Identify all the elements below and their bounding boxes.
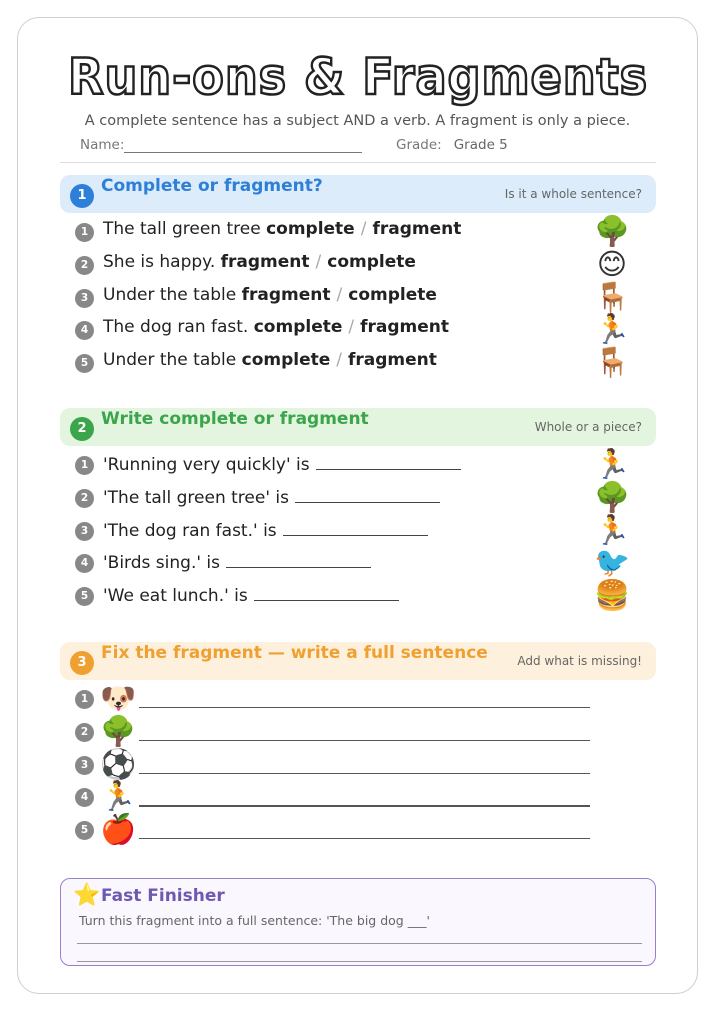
row-number: 5 <box>75 821 94 840</box>
row-sentence <box>103 317 449 337</box>
writing-line[interactable] <box>139 838 590 839</box>
row-number: 3 <box>75 756 94 775</box>
smiling-face-icon: 😊 <box>596 246 628 281</box>
dog-icon: 🐶 <box>100 681 137 715</box>
header-divider <box>60 162 656 163</box>
answer-blank[interactable] <box>295 485 440 503</box>
option-1[interactable]: fragment <box>220 251 310 272</box>
option-separator: / <box>315 251 322 272</box>
title-text: Run-ons & Fragments <box>67 48 648 106</box>
row-sentence <box>103 583 399 606</box>
section-title: Complete or fragment? <box>101 176 323 196</box>
section-title: Write complete or fragment <box>101 409 369 429</box>
sentence-row <box>75 812 595 847</box>
option-2[interactable]: fragment <box>372 219 462 239</box>
option-1[interactable]: complete <box>266 219 355 239</box>
answer-blank[interactable] <box>316 452 461 470</box>
worksheet-title <box>0 38 715 112</box>
option-1[interactable]: complete <box>241 350 331 371</box>
sentence-row <box>75 779 595 814</box>
section-title: Fix the fragment — write a full sentence <box>101 643 488 663</box>
row-number: 3 <box>75 522 94 541</box>
sentence-text: 'Birds sing.' is <box>103 553 221 574</box>
row-sentence <box>103 350 437 370</box>
writing-line[interactable] <box>77 961 642 962</box>
sentence-text: 'The tall green tree' is <box>103 487 289 508</box>
section-2-header <box>60 408 656 446</box>
chair-icon: 🪑 <box>594 345 631 380</box>
row-number: 4 <box>75 554 94 573</box>
answer-blank[interactable] <box>283 518 428 536</box>
section-1-header <box>60 175 656 213</box>
sentence-text: The tall green tree <box>103 219 267 239</box>
row-number: 5 <box>75 354 94 373</box>
subtitle: A complete sentence has a subject AND a verb. A fragment is only a piece. <box>84 113 631 129</box>
section-hint: Is it a whole sentence? <box>504 187 642 201</box>
grade-value: Grade 5 <box>453 137 508 153</box>
name-row <box>80 137 362 153</box>
option-separator: / <box>336 350 343 371</box>
row-sentence <box>103 485 440 508</box>
bird-icon: 🐦 <box>594 545 631 580</box>
section-hint: Add what is missing! <box>517 654 642 668</box>
option-separator: / <box>336 284 343 305</box>
option-1[interactable]: complete <box>253 317 343 338</box>
sentence-row <box>75 713 595 748</box>
row-number: 2 <box>75 256 94 275</box>
writing-line[interactable] <box>139 805 590 806</box>
option-2[interactable]: complete <box>327 251 416 272</box>
row-number: 1 <box>75 223 94 242</box>
writing-line[interactable] <box>77 943 642 944</box>
tree-icon: 🌳 <box>594 479 631 514</box>
runner-icon: 🏃 <box>594 447 631 481</box>
option-1[interactable]: fragment <box>241 284 331 305</box>
option-separator: / <box>348 317 355 338</box>
option-separator: / <box>360 219 367 239</box>
row-number: 1 <box>75 690 94 709</box>
row-sentence <box>103 252 416 272</box>
title-bubble-letters <box>58 38 658 112</box>
row-number: 1 <box>75 456 94 475</box>
answer-blank[interactable] <box>254 583 399 601</box>
sentence-text: The dog ran fast. <box>103 317 254 338</box>
row-number: 4 <box>75 788 94 807</box>
answer-blank[interactable] <box>226 550 371 568</box>
section-number-badge: 2 <box>70 417 94 441</box>
section-hint: Whole or a piece? <box>534 420 642 434</box>
grade-row <box>396 137 508 153</box>
sentence-text: 'We eat lunch.' is <box>103 586 248 607</box>
tree-icon: 🌳 <box>594 214 631 248</box>
tree-icon: 🌳 <box>100 713 137 748</box>
apple-icon: 🍎 <box>100 812 137 847</box>
fast-finisher-box <box>60 878 656 966</box>
chair-icon: 🪑 <box>594 279 631 314</box>
fast-finisher-title: Fast Finisher <box>101 886 225 906</box>
writing-line[interactable] <box>139 773 590 774</box>
name-line[interactable] <box>124 138 362 153</box>
soccer-ball-icon: ⚽ <box>100 746 137 781</box>
sentence-row <box>75 681 595 715</box>
row-sentence <box>103 452 461 475</box>
name-label: Name: <box>80 137 125 153</box>
row-sentence <box>103 550 371 573</box>
writing-line[interactable] <box>139 740 590 741</box>
sentence-text: Under the table <box>103 350 242 371</box>
option-2[interactable]: fragment <box>348 350 437 371</box>
row-sentence <box>103 518 428 541</box>
row-sentence <box>103 219 461 239</box>
row-number: 2 <box>75 489 94 508</box>
row-number: 2 <box>75 723 94 742</box>
row-number: 5 <box>75 587 94 606</box>
option-2[interactable]: fragment <box>360 317 450 338</box>
section-number-badge: 1 <box>70 184 94 208</box>
section-3-header <box>60 642 656 680</box>
writing-line[interactable] <box>139 707 590 708</box>
sentence-text: 'Running very quickly' is <box>103 455 310 475</box>
option-2[interactable]: complete <box>348 284 437 305</box>
sentence-text: She is happy. <box>103 251 221 272</box>
runner-icon: 🏃 <box>594 512 631 547</box>
row-number: 4 <box>75 321 94 340</box>
fast-finisher-prompt: Turn this fragment into a full sentence: 'The big dog ___' <box>79 913 430 928</box>
runner-icon: 🏃 <box>594 312 631 347</box>
grade-label: Grade: <box>396 137 442 153</box>
runner-icon: 🏃 <box>100 779 137 814</box>
row-sentence <box>103 285 437 305</box>
sentence-text: 'The dog ran fast.' is <box>103 520 277 541</box>
burger-icon: 🍔 <box>594 578 631 613</box>
row-number: 3 <box>75 289 94 308</box>
sentence-row <box>75 746 595 781</box>
section-number-badge: 3 <box>70 651 94 675</box>
sentence-text: Under the table <box>103 284 242 305</box>
star-icon: ⭐ <box>73 883 101 908</box>
